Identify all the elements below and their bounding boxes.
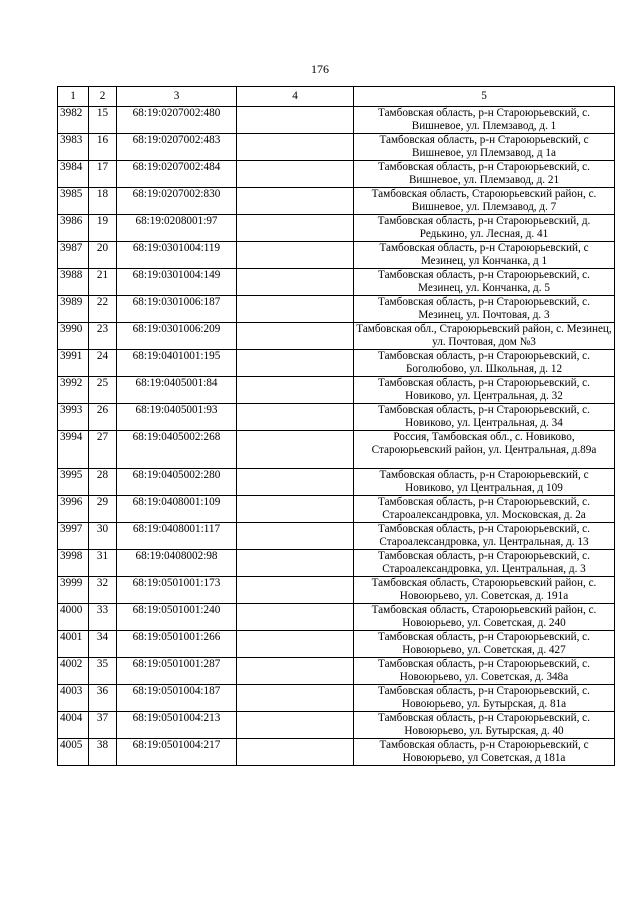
- table-row: [58, 269, 615, 296]
- column-4-cell-cell: [237, 269, 354, 296]
- column-4-cell-cell: [237, 296, 354, 323]
- row-number-cell: 3988: [58, 269, 89, 296]
- column-header-1: 1: [58, 87, 89, 107]
- sub-number-cell: 24: [89, 350, 117, 377]
- cadastral-number-cell: 68:19:0208001:97: [117, 215, 237, 242]
- sub-number-cell: 30: [89, 523, 117, 550]
- column-4-cell-cell: [237, 377, 354, 404]
- row-number-cell: 3999: [58, 577, 89, 604]
- table-row: [58, 242, 615, 269]
- sub-number-cell: 17: [89, 161, 117, 188]
- address-cell: Тамбовская область, р-н Староюрьевский, с. Новоюрьево, ул. Советская, д. 427: [354, 631, 615, 658]
- row-number-cell: 4005: [58, 739, 89, 766]
- sub-number-cell: 33: [89, 604, 117, 631]
- sub-number-cell: 15: [89, 107, 117, 134]
- sub-number-cell: 21: [89, 269, 117, 296]
- address-cell: Тамбовская область, Староюрьевский район, с. Новоюрьево, ул. Советская, д. 240: [354, 604, 615, 631]
- table-row: [58, 350, 615, 377]
- column-4-cell-cell: [237, 523, 354, 550]
- address-cell: Тамбовская область, р-н Староюрьевский, д. Редькино, ул. Лесная, д. 41: [354, 215, 615, 242]
- sub-number-cell: 19: [89, 215, 117, 242]
- cadastral-number-cell: 68:19:0501004:213: [117, 712, 237, 739]
- address-cell: Тамбовская область, р-н Староюрьевский, с. Вишневое, ул. Племзавод, д. 1: [354, 107, 615, 134]
- row-number-cell: 4003: [58, 685, 89, 712]
- address-cell: Тамбовская область, р-н Староюрьевский, с. Мезинец, ул. Кончанка, д. 5: [354, 269, 615, 296]
- row-number-cell: 4000: [58, 604, 89, 631]
- column-4-cell-cell: [237, 739, 354, 766]
- sub-number-cell: 29: [89, 496, 117, 523]
- column-4-cell-cell: [237, 577, 354, 604]
- column-4-cell-cell: [237, 323, 354, 350]
- table-row: [58, 496, 615, 523]
- table-row: [58, 296, 615, 323]
- column-header-5: 5: [354, 87, 615, 107]
- address-cell: Тамбовская область, р-н Староюрьевский, с. Боголюбово, ул. Школьная, д. 12: [354, 350, 615, 377]
- cadastral-number-cell: 68:19:0408001:109: [117, 496, 237, 523]
- table-row: [58, 604, 615, 631]
- sub-number-cell: 25: [89, 377, 117, 404]
- row-number-cell: 4004: [58, 712, 89, 739]
- column-4-cell-cell: [237, 188, 354, 215]
- sub-number-cell: 32: [89, 577, 117, 604]
- address-cell: Тамбовская область, р-н Староюрьевский, с. Староалександровка, ул. Центральная, д. 13: [354, 523, 615, 550]
- row-number-cell: 3987: [58, 242, 89, 269]
- row-number-cell: 3996: [58, 496, 89, 523]
- column-4-cell-cell: [237, 685, 354, 712]
- table-row: [58, 161, 615, 188]
- table-row: [58, 404, 615, 431]
- cadastral-number-cell: 68:19:0301006:209: [117, 323, 237, 350]
- address-cell: Тамбовская область, р-н Староюрьевский, с Мезинец, ул Кончанка, д 1: [354, 242, 615, 269]
- sub-number-cell: 18: [89, 188, 117, 215]
- address-cell: Тамбовская область, р-н Староюрьевский, с. Новиково, ул. Центральная, д. 32: [354, 377, 615, 404]
- row-number-cell: 3998: [58, 550, 89, 577]
- row-number-cell: 3984: [58, 161, 89, 188]
- column-4-cell-cell: [237, 431, 354, 469]
- column-4-cell-cell: [237, 161, 354, 188]
- column-4-cell-cell: [237, 631, 354, 658]
- column-4-cell-cell: [237, 134, 354, 161]
- address-cell: Тамбовская область, Староюрьевский район, с. Новоюрьево, ул. Советская, д. 191а: [354, 577, 615, 604]
- registry-table-body: [58, 87, 615, 766]
- sub-number-cell: 20: [89, 242, 117, 269]
- column-header-4: 4: [237, 87, 354, 107]
- address-cell: Тамбовская область, р-н Староюрьевский, с Новоюрьево, ул Советская, д 181а: [354, 739, 615, 766]
- cadastral-number-cell: 68:19:0207002:480: [117, 107, 237, 134]
- column-header-2: 2: [89, 87, 117, 107]
- table-row: [58, 685, 615, 712]
- column-4-cell-cell: [237, 107, 354, 134]
- sub-number-cell: 28: [89, 469, 117, 496]
- cadastral-number-cell: 68:19:0405001:84: [117, 377, 237, 404]
- cadastral-number-cell: 68:19:0501001:173: [117, 577, 237, 604]
- cadastral-number-cell: 68:19:0501004:217: [117, 739, 237, 766]
- cadastral-number-cell: 68:19:0408001:117: [117, 523, 237, 550]
- cadastral-number-cell: 68:19:0405002:268: [117, 431, 237, 469]
- column-4-cell-cell: [237, 604, 354, 631]
- column-4-cell-cell: [237, 712, 354, 739]
- address-cell: Тамбовская область, р-н Староюрьевский, с. Староалександровка, ул. Московская, д. 2а: [354, 496, 615, 523]
- sub-number-cell: 26: [89, 404, 117, 431]
- sub-number-cell: 23: [89, 323, 117, 350]
- table-row: [58, 323, 615, 350]
- sub-number-cell: 37: [89, 712, 117, 739]
- row-number-cell: 3986: [58, 215, 89, 242]
- sub-number-cell: 27: [89, 431, 117, 469]
- row-number-cell: 3994: [58, 431, 89, 469]
- table-row: [58, 631, 615, 658]
- column-header-row: [58, 87, 615, 107]
- table-row: [58, 658, 615, 685]
- cadastral-number-cell: 68:19:0408002:98: [117, 550, 237, 577]
- cadastral-number-cell: 68:19:0501001:266: [117, 631, 237, 658]
- cadastral-number-cell: 68:19:0301006:187: [117, 296, 237, 323]
- cadastral-number-cell: 68:19:0405001:93: [117, 404, 237, 431]
- sub-number-cell: 38: [89, 739, 117, 766]
- table-row: [58, 523, 615, 550]
- table-row: [58, 577, 615, 604]
- address-cell: Тамбовская область, р-н Староюрьевский, с. Новоюрьево, ул. Бутырская, д. 81а: [354, 685, 615, 712]
- cadastral-number-cell: 68:19:0207002:484: [117, 161, 237, 188]
- address-cell: Россия, Тамбовская обл., с. Новиково, Староюрьевский район, ул. Центральная, д.89а: [354, 431, 615, 469]
- address-cell: Тамбовская обл., Староюрьевский район, с. Мезинец, ул. Почтовая, дом №3: [354, 323, 615, 350]
- cadastral-number-cell: 68:19:0401001:195: [117, 350, 237, 377]
- cadastral-number-cell: 68:19:0207002:830: [117, 188, 237, 215]
- row-number-cell: 3982: [58, 107, 89, 134]
- table-row: [58, 739, 615, 766]
- sub-number-cell: 36: [89, 685, 117, 712]
- address-cell: Тамбовская область, р-н Староюрьевский, с. Новиково, ул. Центральная, д. 34: [354, 404, 615, 431]
- cadastral-number-cell: 68:19:0405002:280: [117, 469, 237, 496]
- table-row: [58, 215, 615, 242]
- table-row: [58, 431, 615, 469]
- row-number-cell: 3997: [58, 523, 89, 550]
- table-row: [58, 712, 615, 739]
- column-4-cell-cell: [237, 350, 354, 377]
- row-number-cell: 3985: [58, 188, 89, 215]
- address-cell: Тамбовская область, р-н Староюрьевский, с. Новоюрьево, ул. Советская, д. 348а: [354, 658, 615, 685]
- table-row: [58, 377, 615, 404]
- address-cell: Тамбовская область, р-н Староюрьевский, с Вишневое, ул Племзавод, д 1а: [354, 134, 615, 161]
- sub-number-cell: 22: [89, 296, 117, 323]
- table-row: [58, 550, 615, 577]
- column-4-cell-cell: [237, 215, 354, 242]
- row-number-cell: 3995: [58, 469, 89, 496]
- address-cell: Тамбовская область, р-н Староюрьевский, с. Вишневое, ул. Племзавод, д. 21: [354, 161, 615, 188]
- cadastral-number-cell: 68:19:0207002:483: [117, 134, 237, 161]
- column-4-cell-cell: [237, 496, 354, 523]
- cadastral-number-cell: 68:19:0301004:149: [117, 269, 237, 296]
- sub-number-cell: 34: [89, 631, 117, 658]
- address-cell: Тамбовская область, Староюрьевский район, с. Вишневое, ул. Племзавод, д. 7: [354, 188, 615, 215]
- row-number-cell: 4001: [58, 631, 89, 658]
- column-4-cell-cell: [237, 404, 354, 431]
- row-number-cell: 3983: [58, 134, 89, 161]
- row-number-cell: 4002: [58, 658, 89, 685]
- column-4-cell-cell: [237, 658, 354, 685]
- cadastral-number-cell: 68:19:0501001:240: [117, 604, 237, 631]
- cadastral-number-cell: 68:19:0301004:119: [117, 242, 237, 269]
- column-header-3: 3: [117, 87, 237, 107]
- column-4-cell-cell: [237, 242, 354, 269]
- cadastral-number-cell: 68:19:0501004:187: [117, 685, 237, 712]
- row-number-cell: 3989: [58, 296, 89, 323]
- sub-number-cell: 31: [89, 550, 117, 577]
- page-number: 176: [311, 62, 329, 76]
- sub-number-cell: 35: [89, 658, 117, 685]
- table-row: [58, 107, 615, 134]
- cadastral-number-cell: 68:19:0501001:287: [117, 658, 237, 685]
- sub-number-cell: 16: [89, 134, 117, 161]
- row-number-cell: 3992: [58, 377, 89, 404]
- table-row: [58, 469, 615, 496]
- table-row: [58, 134, 615, 161]
- table-row: [58, 188, 615, 215]
- registry-table: [57, 86, 615, 766]
- address-cell: Тамбовская область, р-н Староюрьевский, с. Новоюрьево, ул. Бутырская, д. 40: [354, 712, 615, 739]
- row-number-cell: 3990: [58, 323, 89, 350]
- column-4-cell-cell: [237, 469, 354, 496]
- address-cell: Тамбовская область, р-н Староюрьевский, с. Староалександровка, ул. Центральная, д. 3: [354, 550, 615, 577]
- row-number-cell: 3993: [58, 404, 89, 431]
- row-number-cell: 3991: [58, 350, 89, 377]
- column-4-cell-cell: [237, 550, 354, 577]
- address-cell: Тамбовская область, р-н Староюрьевский, с. Мезинец, ул. Почтовая, д. 3: [354, 296, 615, 323]
- address-cell: Тамбовская область, р-н Староюрьевский, с Новиково, ул Центральная, д 109: [354, 469, 615, 496]
